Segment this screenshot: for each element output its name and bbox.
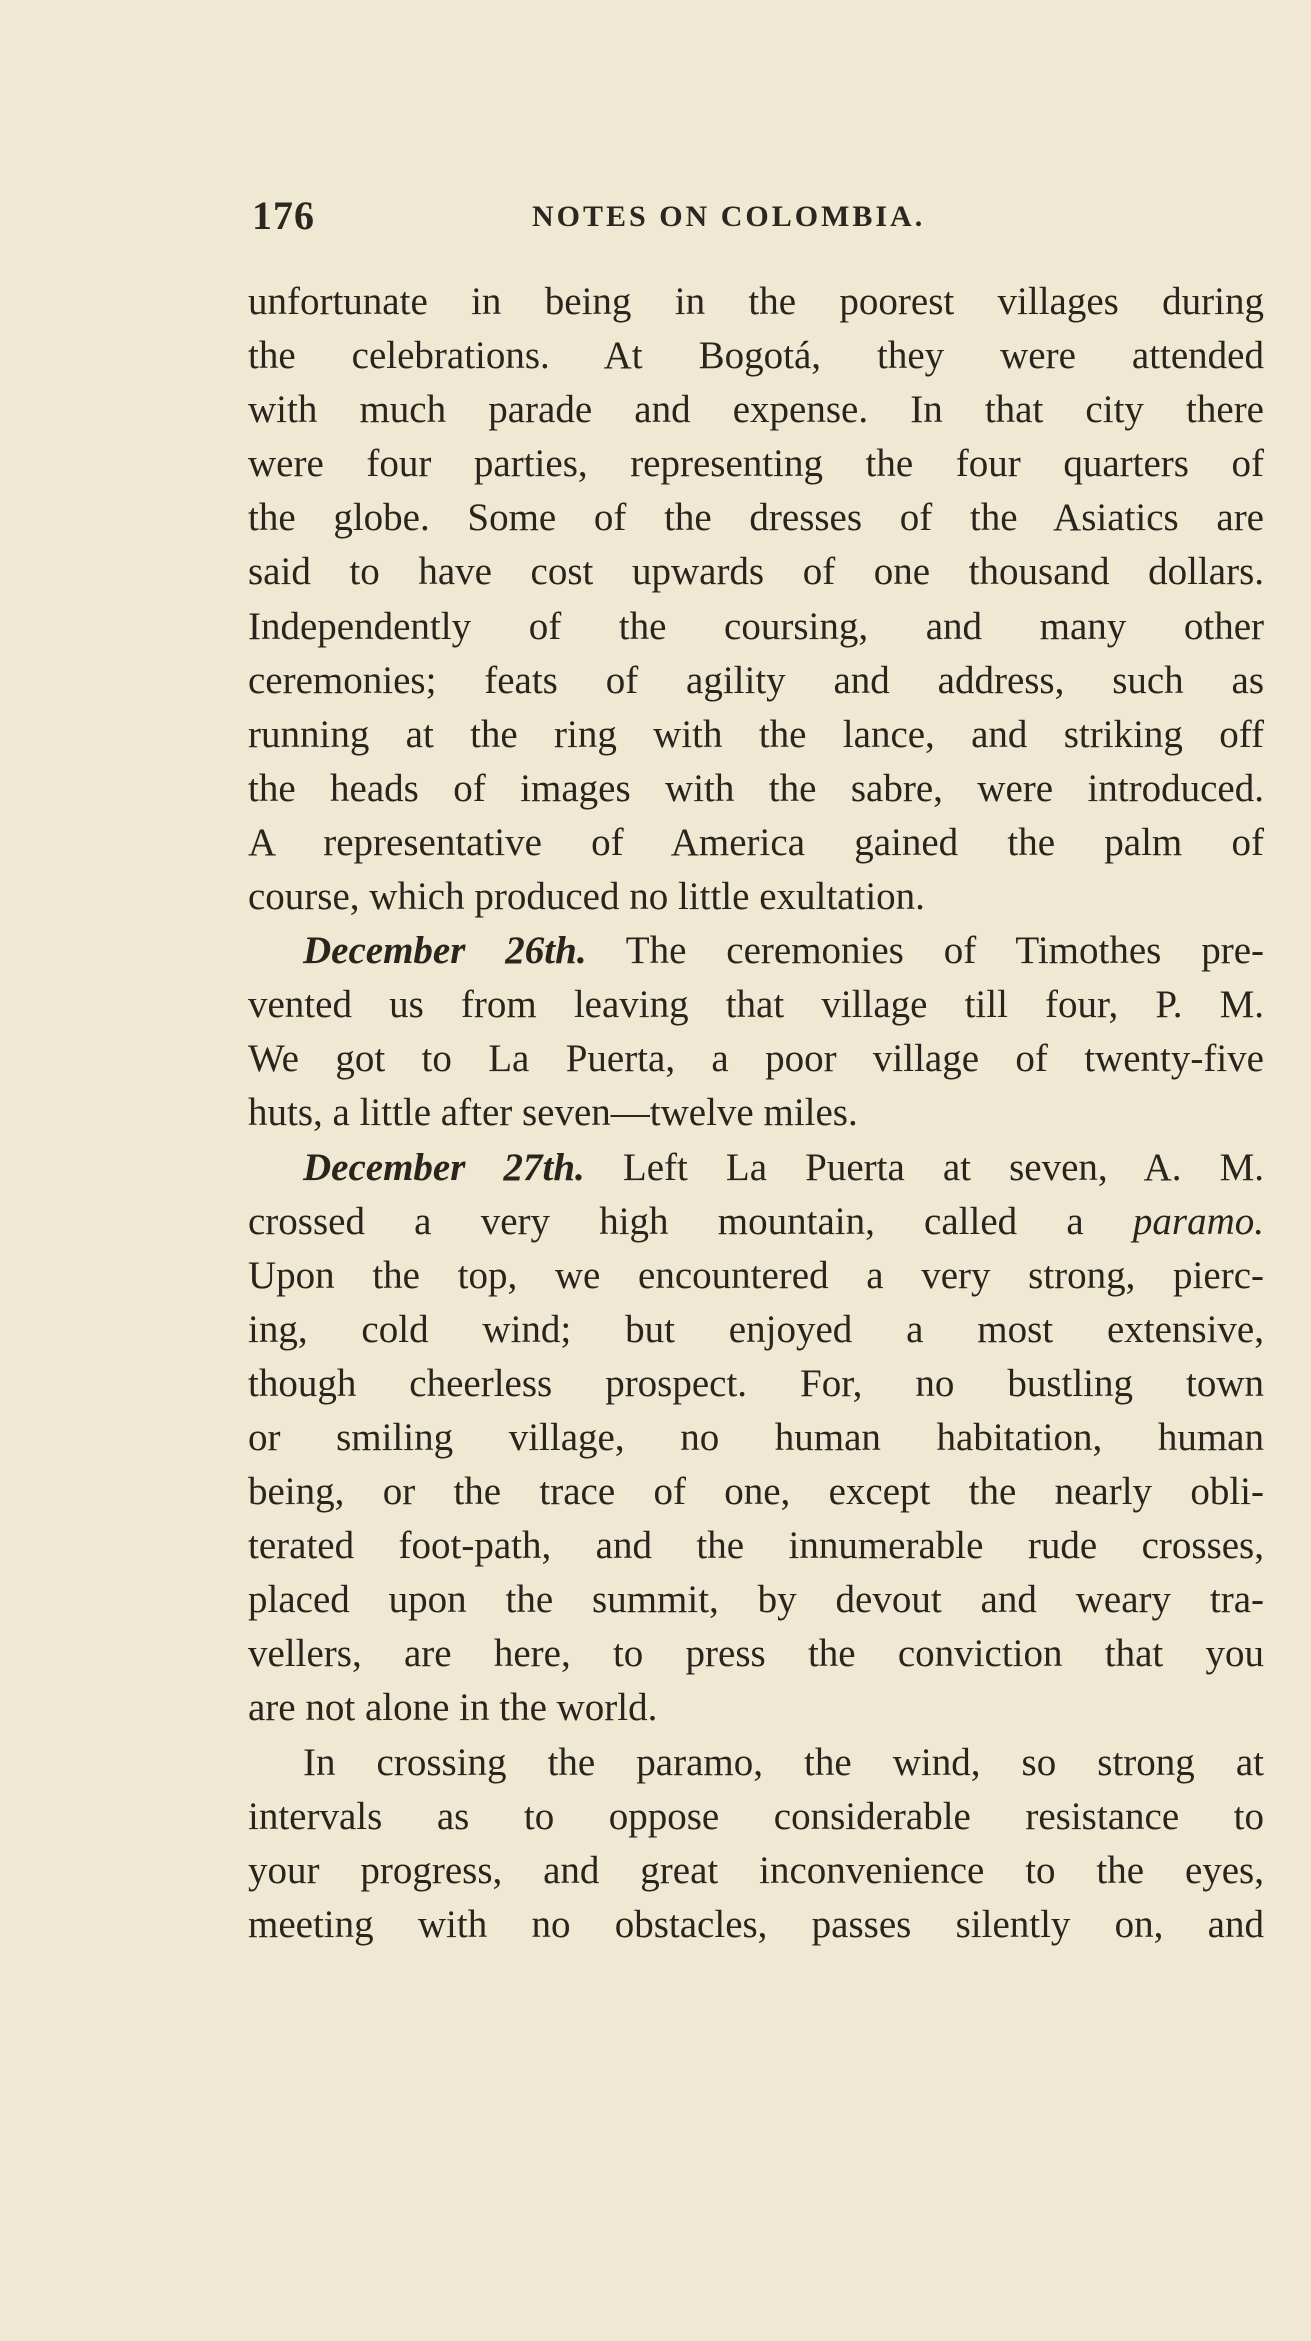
text-line: are not alone in the world. [248,1686,658,1730]
text-line: A representative of America gained the palm of [248,820,1264,864]
text-line: December 27th. Left La Puerta at seven, A. M. [303,1145,1264,1189]
text-line: intervals as to oppose considerable resistance to [248,1794,1264,1838]
text-line: December 26th. The ceremonies of Timothes pre- [303,929,1264,973]
text-line: huts, a little after seven—twelve miles. [248,1091,858,1135]
text-line: meeting with no obstacles, passes silently on, and [248,1902,1264,1946]
text-line: the celebrations. At Bogotá, they were attended [248,334,1264,378]
text-line: crossed a very high mountain, called a paramo. [248,1199,1264,1243]
text-line: vellers, are here, to press the conviction that you [248,1632,1264,1676]
text-line: Independently of the coursing, and many other [248,604,1264,648]
text-line: said to have cost upwards of one thousand dollars. [248,550,1264,594]
text-line: placed upon the summit, by devout and weary tra- [248,1578,1264,1622]
text-line: terated foot-path, and the innumerable rude crosses, [248,1524,1264,1568]
page-number: 176 [252,193,315,238]
text-line: were four parties, representing the four quarters of [248,442,1264,486]
text-line: though cheerless prospect. For, no bustling town [248,1361,1264,1405]
text-line: In crossing the paramo, the wind, so strong at [303,1740,1264,1784]
text-line: We got to La Puerta, a poor village of twenty-five [248,1037,1264,1081]
text-line: running at the ring with the lance, and striking off [248,712,1264,756]
date-heading: December 27th. [303,1145,585,1189]
text-line: ceremonies; feats of agility and address, such as [248,658,1264,702]
text-line: the globe. Some of the dresses of the Asiatics are [248,496,1264,540]
date-heading: December 26th. [303,929,587,973]
body-text [248,275,1264,1952]
page-header [252,192,1262,242]
text-line: the heads of images with the sabre, were introduced. [248,766,1264,810]
running-head: NOTES ON COLOMBIA. [532,200,926,233]
text-line: course, which produced no little exultation. [248,875,925,919]
text-line: ing, cold wind; but enjoyed a most extensive, [248,1307,1264,1351]
italic-word: paramo. [1132,1199,1264,1243]
text-line: unfortunate in being in the poorest villages during [248,280,1264,323]
text-line: or smiling village, no human habitation, human [248,1415,1264,1459]
text-line: with much parade and expense. In that city there [248,388,1264,432]
text-line: being, or the trace of one, except the nearly obli- [248,1470,1264,1514]
text-line: your progress, and great inconvenience to the eyes, [248,1848,1264,1892]
text-line: vented us from leaving that village till four, P. M. [248,983,1264,1027]
text-line: Upon the top, we encountered a very strong, pierc- [248,1253,1264,1297]
